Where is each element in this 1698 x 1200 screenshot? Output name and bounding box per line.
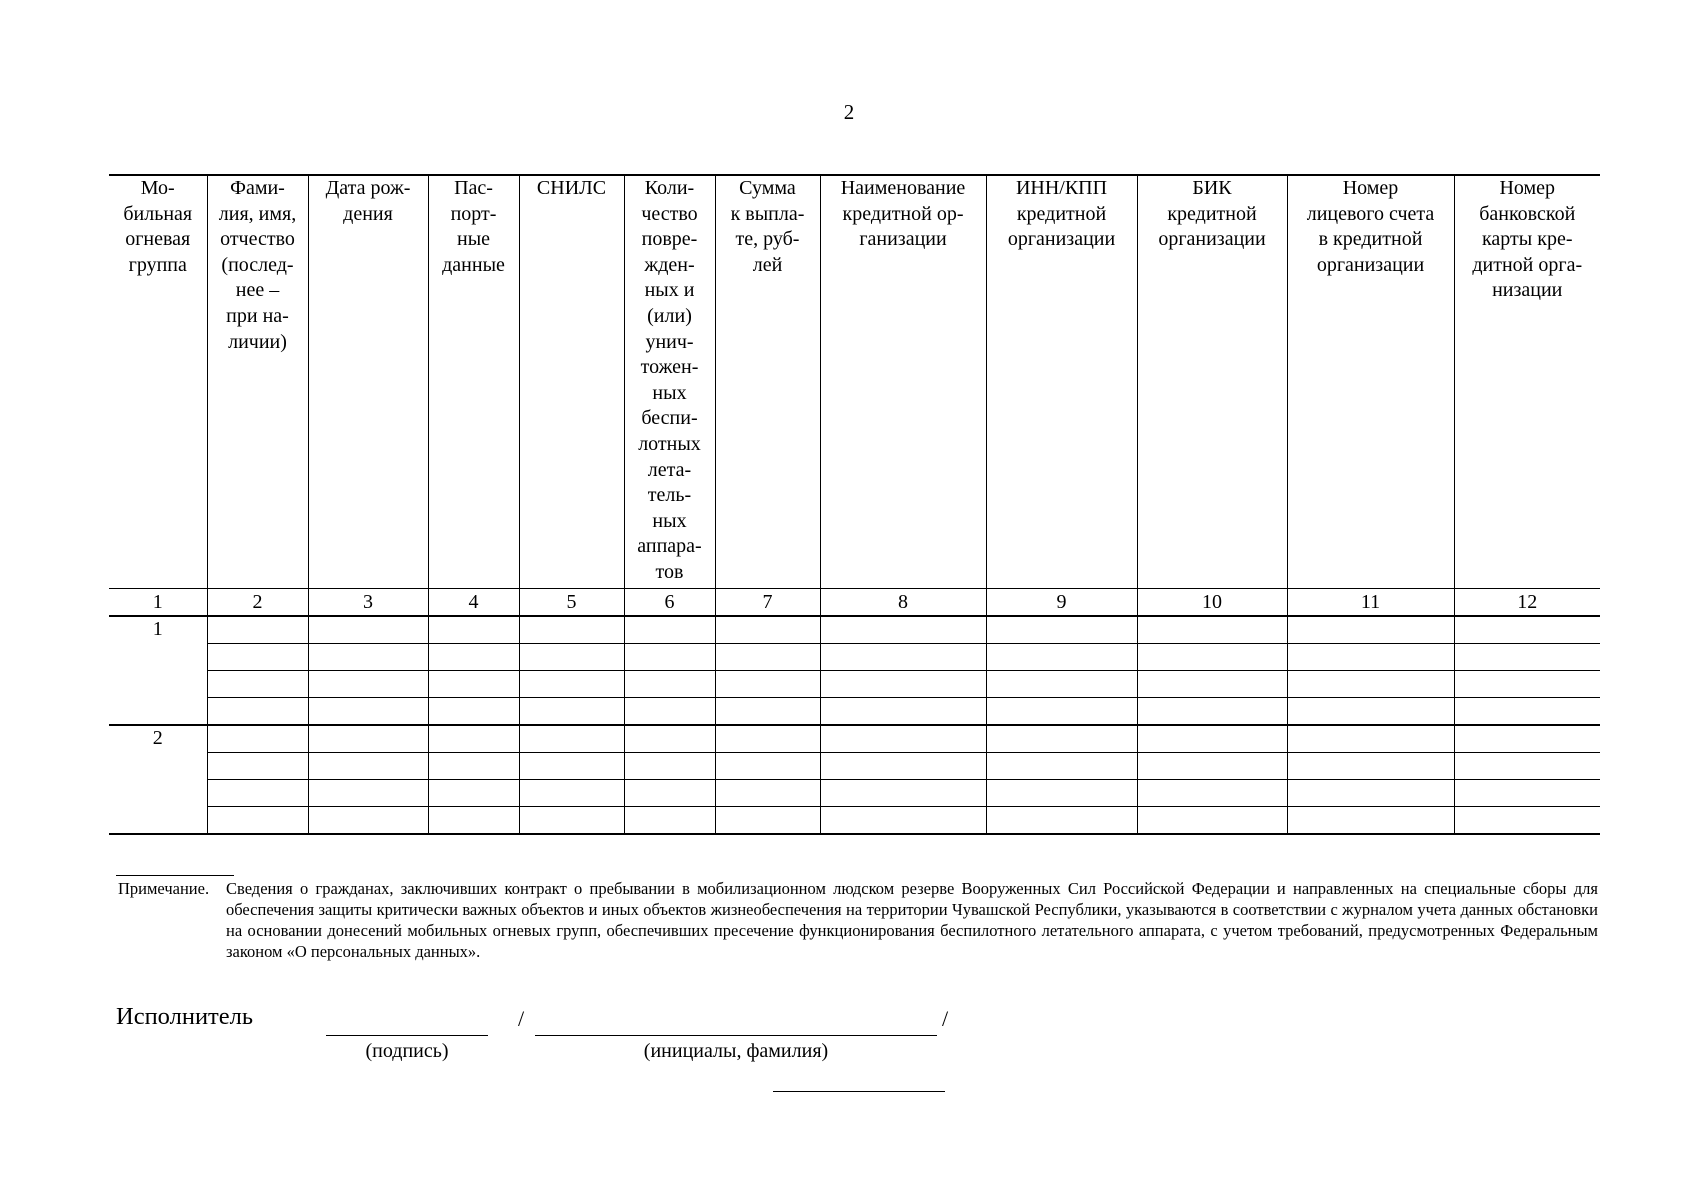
table-cell[interactable] xyxy=(428,807,519,835)
column-header-10: БИК кредитной организации xyxy=(1137,175,1287,589)
name-line[interactable] xyxy=(535,1035,937,1036)
table-header-row xyxy=(109,175,1600,589)
table-cell[interactable] xyxy=(624,616,715,644)
table-cell[interactable] xyxy=(1137,644,1287,671)
table-cell[interactable] xyxy=(308,780,428,807)
table-cell[interactable] xyxy=(207,725,308,753)
table-cell[interactable] xyxy=(207,644,308,671)
table-cell[interactable] xyxy=(1287,807,1454,835)
table-body xyxy=(109,589,1600,835)
table-cell[interactable] xyxy=(820,616,986,644)
table-cell[interactable] xyxy=(308,725,428,753)
column-number: 1 xyxy=(109,589,207,617)
table-cell[interactable] xyxy=(1454,807,1600,835)
table-cell[interactable] xyxy=(308,616,428,644)
table-cell[interactable] xyxy=(1454,644,1600,671)
table-cell[interactable] xyxy=(624,725,715,753)
table-row xyxy=(109,780,1600,807)
column-number: 11 xyxy=(1287,589,1454,617)
table-cell[interactable] xyxy=(715,671,820,698)
column-number: 9 xyxy=(986,589,1137,617)
table-cell[interactable] xyxy=(428,780,519,807)
table-cell[interactable] xyxy=(1137,616,1287,644)
table-cell[interactable] xyxy=(207,753,308,780)
table-cell[interactable] xyxy=(624,698,715,726)
group-label-cell: 1 xyxy=(109,616,207,725)
table-cell[interactable] xyxy=(428,698,519,726)
table-cell[interactable] xyxy=(1454,671,1600,698)
table-cell[interactable] xyxy=(428,725,519,753)
table-cell[interactable] xyxy=(986,753,1137,780)
table-row xyxy=(109,644,1600,671)
table-cell[interactable] xyxy=(715,807,820,835)
column-number: 4 xyxy=(428,589,519,617)
table-row xyxy=(109,725,1600,753)
column-number: 8 xyxy=(820,589,986,617)
column-header-12: Номер банковской карты кре- дитной орга- низации xyxy=(1454,175,1600,589)
column-header-8: Наименование кредитной ор- ганизации xyxy=(820,175,986,589)
table-cell[interactable] xyxy=(1137,671,1287,698)
table-cell[interactable] xyxy=(820,644,986,671)
table-cell[interactable] xyxy=(1287,671,1454,698)
table-cell[interactable] xyxy=(1287,616,1454,644)
table-cell[interactable] xyxy=(1287,698,1454,726)
table-cell[interactable] xyxy=(715,725,820,753)
table-cell[interactable] xyxy=(820,807,986,835)
table-cell[interactable] xyxy=(519,807,624,835)
column-header-3: Дата рож- дения xyxy=(308,175,428,589)
table-cell[interactable] xyxy=(428,671,519,698)
table-cell[interactable] xyxy=(715,616,820,644)
table-cell[interactable] xyxy=(1454,753,1600,780)
signature-line[interactable] xyxy=(326,1035,488,1036)
table-cell[interactable] xyxy=(1287,725,1454,753)
table-cell[interactable] xyxy=(428,753,519,780)
table-row xyxy=(109,753,1600,780)
table-cell[interactable] xyxy=(715,698,820,726)
column-header-11: Номер лицевого счета в кредитной организации xyxy=(1287,175,1454,589)
table-cell[interactable] xyxy=(428,644,519,671)
table-cell[interactable] xyxy=(308,753,428,780)
table-cell[interactable] xyxy=(986,616,1137,644)
slash-separator: / xyxy=(518,1006,525,1031)
table-cell[interactable] xyxy=(519,698,624,726)
table-cell[interactable] xyxy=(820,780,986,807)
table-row xyxy=(109,671,1600,698)
table-cell[interactable] xyxy=(1137,753,1287,780)
table-cell[interactable] xyxy=(207,807,308,835)
column-number-row xyxy=(109,589,1600,617)
executor-label: Исполнитель xyxy=(116,1003,254,1030)
table-cell[interactable] xyxy=(624,671,715,698)
column-header-5: СНИЛС xyxy=(519,175,624,589)
note-text: Сведения о гражданах, заключивших контракт о пребывании в мобилизационном людском резерве Вооруженных Сил Российской Федерации и направленных на специальные сборы для обеспечения защиты критически важных объектов и иных объектов жизнеобеспечения на территории Чувашской Республики, указываются в соответствии с журналом учета данных обстановки на основании донесений мобильных огневых групп, обеспечивших пресечение функционирования беспилотного летательного аппарата, с учетом требований, предусмотренных Федеральным законом «О персональных данных». xyxy=(226,879,1598,961)
table-cell[interactable] xyxy=(207,671,308,698)
name-caption: (инициалы, фамилия) xyxy=(643,1040,829,1062)
column-number: 12 xyxy=(1454,589,1600,617)
table-cell[interactable] xyxy=(820,671,986,698)
column-number: 6 xyxy=(624,589,715,617)
table-cell[interactable] xyxy=(1454,725,1600,753)
column-header-1: Мо- бильная огневая группа xyxy=(109,175,207,589)
table-cell[interactable] xyxy=(1137,725,1287,753)
table-cell[interactable] xyxy=(1287,753,1454,780)
column-header-7: Сумма к выпла- те, руб- лей xyxy=(715,175,820,589)
table-cell[interactable] xyxy=(820,753,986,780)
column-header-9: ИНН/КПП кредитной организации xyxy=(986,175,1137,589)
table-cell[interactable] xyxy=(1454,780,1600,807)
group-label-cell: 2 xyxy=(109,725,207,834)
bottom-rule xyxy=(773,1091,945,1092)
table-cell[interactable] xyxy=(624,644,715,671)
column-number: 10 xyxy=(1137,589,1287,617)
table-cell[interactable] xyxy=(715,644,820,671)
table-cell[interactable] xyxy=(207,780,308,807)
signature-caption: (подпись) xyxy=(365,1040,449,1062)
table-cell[interactable] xyxy=(519,753,624,780)
table-cell[interactable] xyxy=(308,698,428,726)
table-cell[interactable] xyxy=(624,780,715,807)
table-cell[interactable] xyxy=(986,698,1137,726)
column-number: 5 xyxy=(519,589,624,617)
column-number: 3 xyxy=(308,589,428,617)
column-number: 2 xyxy=(207,589,308,617)
column-header-6: Коли- чество повре- жден- ных и (или) унич- тожен- ных беспи- лотных лета- тель- ных аппара- тов xyxy=(624,175,715,589)
report-table xyxy=(109,174,1600,835)
table-cell[interactable] xyxy=(207,698,308,726)
table-cell[interactable] xyxy=(1137,807,1287,835)
table-cell[interactable] xyxy=(1137,780,1287,807)
table-cell[interactable] xyxy=(308,644,428,671)
table-cell[interactable] xyxy=(519,671,624,698)
column-header-2: Фами- лия, имя, отчество (послед- нее – при на- личии) xyxy=(207,175,308,589)
table-cell[interactable] xyxy=(519,616,624,644)
table-row xyxy=(109,807,1600,835)
table-cell[interactable] xyxy=(624,807,715,835)
table-cell[interactable] xyxy=(428,616,519,644)
table-cell[interactable] xyxy=(986,644,1137,671)
column-header-4: Пас- порт- ные данные xyxy=(428,175,519,589)
table-cell[interactable] xyxy=(519,644,624,671)
note-label: Примечание. xyxy=(118,879,210,898)
table-row xyxy=(109,698,1600,726)
table-cell[interactable] xyxy=(519,725,624,753)
table-cell[interactable] xyxy=(820,698,986,726)
table-cell[interactable] xyxy=(715,753,820,780)
table-row xyxy=(109,616,1600,644)
table-cell[interactable] xyxy=(207,616,308,644)
table-cell[interactable] xyxy=(1454,616,1600,644)
note xyxy=(118,878,1600,962)
table-cell[interactable] xyxy=(986,780,1137,807)
table-cell[interactable] xyxy=(1287,644,1454,671)
table-cell[interactable] xyxy=(986,807,1137,835)
table-cell[interactable] xyxy=(986,725,1137,753)
table-cell[interactable] xyxy=(1454,698,1600,726)
footnote-rule xyxy=(116,875,234,876)
table-cell[interactable] xyxy=(308,671,428,698)
table-cell[interactable] xyxy=(986,671,1137,698)
slash-separator: / xyxy=(942,1006,949,1031)
table-cell[interactable] xyxy=(624,753,715,780)
table-cell[interactable] xyxy=(1287,780,1454,807)
table-cell[interactable] xyxy=(1137,698,1287,726)
table-cell[interactable] xyxy=(519,780,624,807)
table-cell[interactable] xyxy=(820,725,986,753)
table-cell[interactable] xyxy=(308,807,428,835)
page-number: 2 xyxy=(843,100,855,124)
column-number: 7 xyxy=(715,589,820,617)
table-cell[interactable] xyxy=(715,780,820,807)
